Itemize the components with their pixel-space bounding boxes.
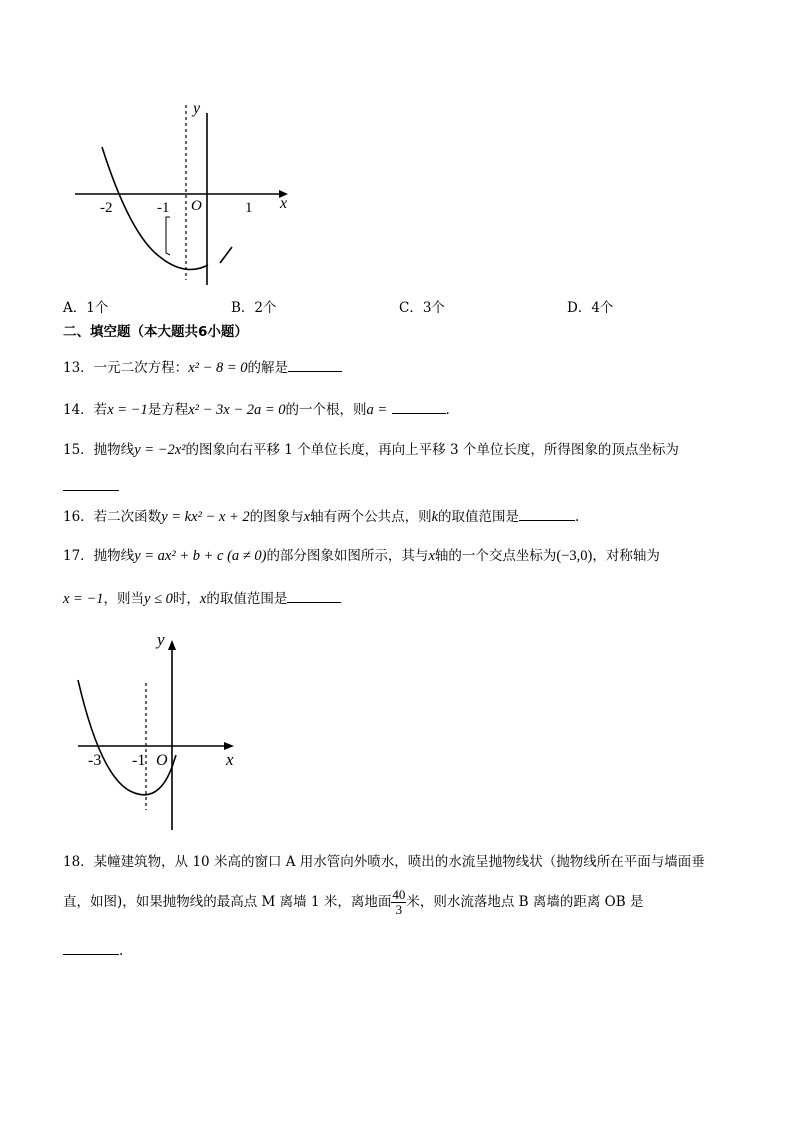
q17-line2-cond: y ≤ 0 <box>144 591 173 607</box>
parabola-figure-1 <box>60 95 300 290</box>
origin-label: O <box>156 752 168 769</box>
q16-expr: y = kx² − x + 2 <box>161 509 250 525</box>
q18-end: . <box>119 943 124 959</box>
question-17-line2 <box>63 588 341 609</box>
tick-label-neg1: -1 <box>157 200 170 216</box>
question-17-line1 <box>63 546 660 566</box>
answer-blank-16[interactable] <box>519 506 575 521</box>
q14-mid1: 是方程 <box>147 402 189 418</box>
parabola-curve <box>78 680 176 795</box>
q14-expr2: x² − 3x − 2a = 0 <box>188 402 286 418</box>
option-c: C．3个 <box>399 300 445 316</box>
q13-prefix: 13．一元二次方程： <box>63 360 189 376</box>
question-15 <box>63 440 679 460</box>
q16-x: x <box>303 509 311 525</box>
tick-label-neg2: -2 <box>100 200 113 216</box>
question-16 <box>63 506 579 527</box>
q16-suffix: 的取值范围是 <box>438 509 520 525</box>
q17-line2-suffix: 的取值范围是 <box>206 591 288 607</box>
q13-expr: x² − 8 = 0 <box>188 360 248 376</box>
q17-point: (−3,0) <box>556 548 593 564</box>
q14-expr1: x = −1 <box>107 402 148 418</box>
origin-label: O <box>191 198 202 214</box>
q15-prefix: 15．抛物线 <box>63 442 135 458</box>
question-14 <box>63 399 450 420</box>
section-title: 二、填空题（本大题共6小题） <box>63 324 248 340</box>
y-label: y <box>193 100 201 117</box>
question-18-line1: 18．某幢建筑物，从 10 米高的窗口 A 用水管向外喷水，喷出的水流呈抛物线状（抛物线所在平面与墙面垂 <box>63 854 705 870</box>
answer-blank-14[interactable] <box>392 399 446 414</box>
x-label: x <box>280 195 288 212</box>
q16-end: . <box>575 509 580 525</box>
q18-line2-prefix: 直，如图)，如果抛物线的最高点 M 离墙 1 米，离地面 <box>63 894 392 910</box>
q16-mid1: 的图象与 <box>249 509 304 525</box>
q17-line2-mid2: 时， <box>172 591 200 607</box>
question-18-line2 <box>63 884 643 920</box>
x-axis-arrow <box>224 742 234 750</box>
answer-blank-17[interactable] <box>287 588 341 603</box>
q17-mid: 的部分图象如图所示，其与 <box>266 548 429 564</box>
q17-mid2: 轴的一个交点坐标为 <box>434 548 557 564</box>
q17-line2-x: x <box>199 591 207 607</box>
tick-label-neg3: -3 <box>88 752 102 769</box>
q16-prefix: 16．若二次函数 <box>63 509 162 525</box>
q14-end: . <box>445 402 450 418</box>
q17-line2-expr: x = −1 <box>63 591 104 607</box>
option-d: D．4个 <box>567 300 614 316</box>
q15-expr: y = −2x² <box>134 442 186 458</box>
question-18-line3 <box>63 940 123 961</box>
q15-suffix: 的图象向右平移 1 个单位长度，再向上平移 3 个单位长度，所得图象的顶点坐标为 <box>185 442 679 458</box>
q17-x: x <box>428 548 435 564</box>
q17-expr: y = ax² + b + c (a ≠ 0) <box>134 548 267 564</box>
answer-blank-18[interactable] <box>63 940 119 955</box>
tick-label-neg1: -1 <box>132 752 146 769</box>
fraction-numerator: 40 <box>392 887 406 902</box>
question-13 <box>63 357 342 378</box>
option-a: A．1个 <box>63 300 109 316</box>
q14-prefix: 14．若 <box>63 402 108 418</box>
tick-label-1: 1 <box>245 200 253 216</box>
q14-expr3: a = <box>366 402 388 418</box>
q16-mid2: 轴有两个公共点，则 <box>310 509 432 525</box>
answer-blank-13[interactable] <box>288 357 342 372</box>
fraction-40-over-3 <box>391 888 406 917</box>
q17-line2-mid: ，则当 <box>103 591 145 607</box>
q16-k: k <box>431 509 439 525</box>
q17-prefix: 17．抛物线 <box>63 548 135 564</box>
y-axis-arrow <box>168 640 176 650</box>
bracket-mark <box>166 217 170 255</box>
x-label: x <box>226 750 234 769</box>
parabola-figure-2 <box>60 625 245 835</box>
q17-suffix: ，对称轴为 <box>592 548 660 564</box>
y-label: y <box>157 630 165 649</box>
q13-suffix: 的解是 <box>247 360 289 376</box>
fraction-denominator: 3 <box>395 902 403 917</box>
q14-mid2: 的一个根，则 <box>285 402 367 418</box>
option-b: B．2个 <box>231 300 277 316</box>
q18-line2-suffix: 米，则水流落地点 B 离墙的距离 OB 是 <box>406 894 644 910</box>
tick-mark <box>220 247 232 263</box>
answer-blank-15[interactable] <box>63 476 119 491</box>
